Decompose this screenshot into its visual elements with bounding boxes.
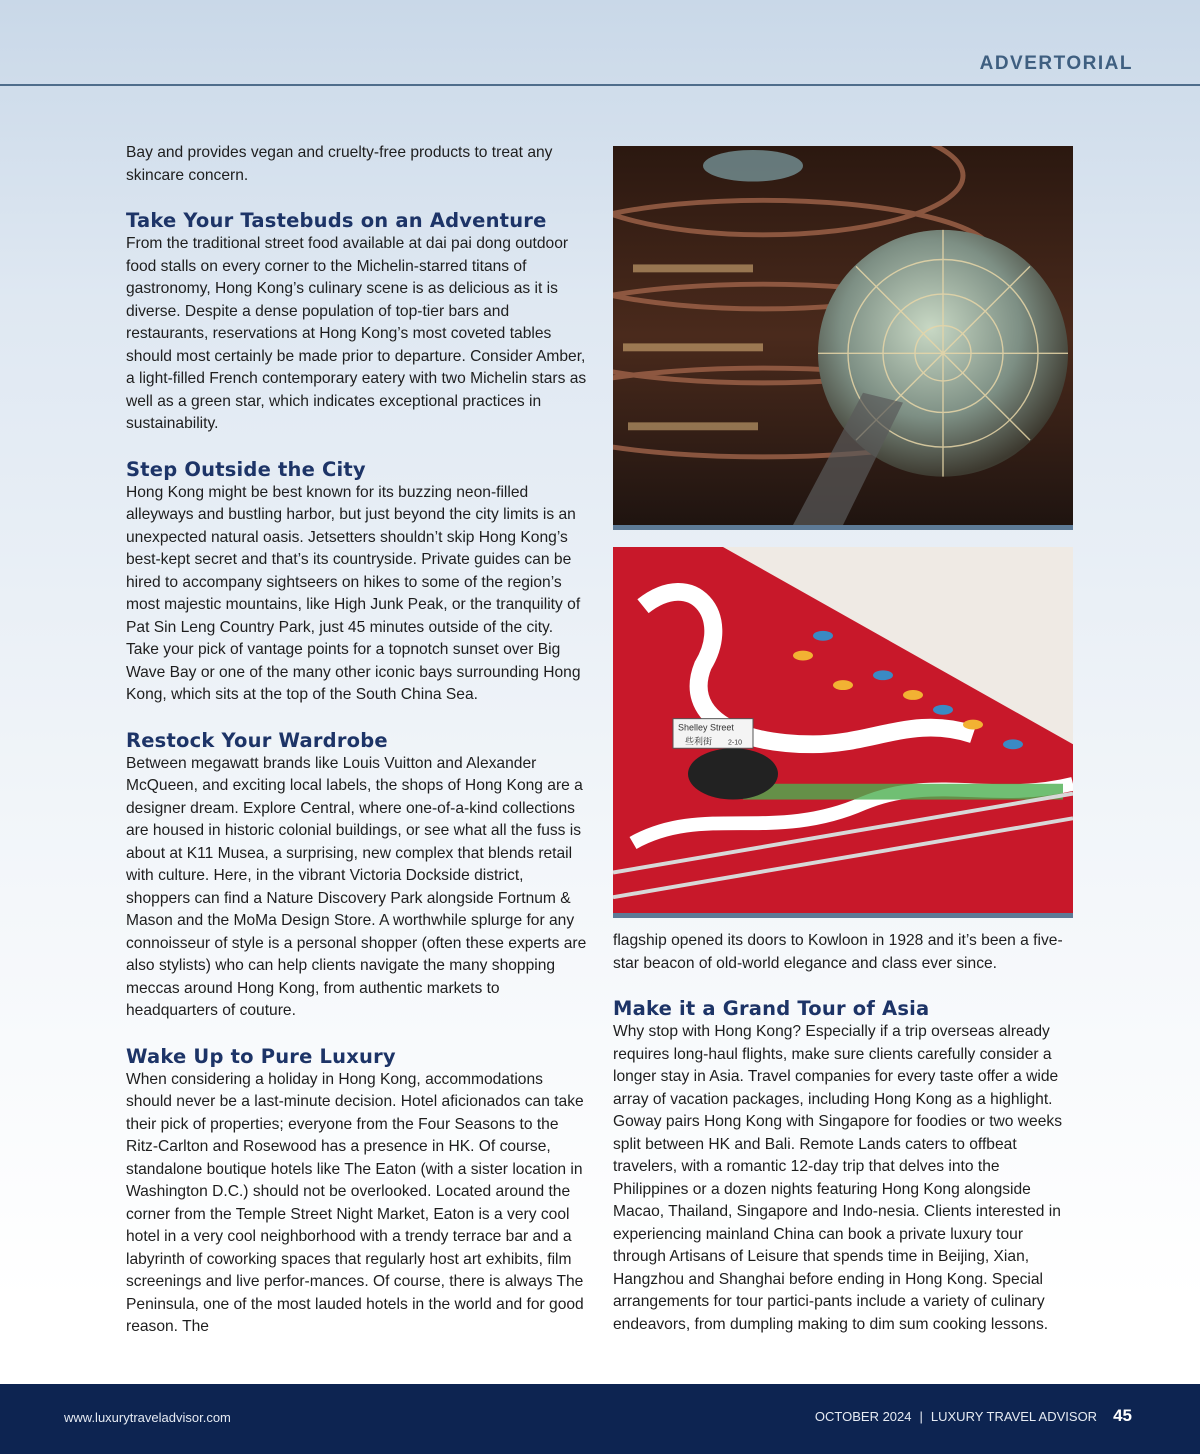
section-body-luxury: When considering a holiday in Hong Kong, accommodations should never be a last-minute decision. Hotel aficionados can take their pick of properties; everyone from the Four Seasons to the Ritz-Carlton and Rosewood has a presence in HK. Of course, standalone boutique hotels like The Eaton (with a sister location in Washington D.C.) should not be overlooked. Located around the corner from the Temple Street Night Market, Eaton is a very cool hotel in a very cool neighborhood with a trendy terrace bar and a labyrinth of coworking spaces that regularly host art exhibits, film screenings and live perfor-mances. Of course, there is always The Peninsula, one of the most lauded hotels in the world and for good reason. The bbox=[126, 1070, 584, 1335]
left-column bbox=[126, 142, 588, 1339]
intro-paragraph: Bay and provides vegan and cruelty-free products to treat any skincare concern. bbox=[126, 144, 553, 184]
section-body-outside-city: Hong Kong might be best known for its buzzing neon-filled alleyways and bustling harbor, but just beyond the city limits is an unexpected natural oasis. Jetsetters shouldn’t skip Hong Kong’s best-kept secret and that’s its countryside. Private guides can be hired to accompany sightseers on hikes to some of the region’s most majestic mountains, like High Junk Peak, or the tranquility of Pat Sin Leng Country Park, just 45 minutes outside of the city. Take your pick of vantage points for a topnotch sunset over Big Wave Bay or one of the many other iconic bays surrounding Hong Kong, which sits at the top of the South China Sea. bbox=[126, 483, 581, 703]
section-heading-wardrobe: Restock Your Wardrobe bbox=[126, 728, 388, 752]
footer-publication: LUXURY TRAVEL ADVISOR bbox=[930, 1409, 1098, 1424]
mural-sign-number: 2-10 bbox=[728, 739, 742, 747]
street-mural-photo bbox=[613, 547, 1073, 918]
mural-sign-chinese: 些利街 bbox=[685, 737, 712, 748]
section-heading-outside-city: Step Outside the City bbox=[126, 457, 366, 481]
advertorial-label: ADVERTORIAL bbox=[979, 53, 1133, 74]
section-heading-luxury: Wake Up to Pure Luxury bbox=[126, 1044, 396, 1068]
section-body-grand-tour: Why stop with Hong Kong? Especially if a trip overseas already requires long-haul flights, make sure clients carefully consider a longer stay in Asia. Travel companies for every taste offer a wide array of vacation packages, including Hong Kong as a highlight. Goway pairs Hong Kong with Singapore for foodies or two weeks split between HK and Bali. Remote Lands caters to offbeat travelers, with a romantic 12-day trip that delves into the Philippines or a dozen nights featuring Hong Kong alongside Macao, Thailand, Singapore and Indo-nesia. Clients interested in experiencing mainland China can book a private luxury tour through Artisans of Leisure that spends time in Beijing, Xian, Hangzhou and Shanghai before ending in Hong Kong. Special arrangements for tour partici-pants include a variety of culinary endeavors, from dumpling making to dim sum cooking lessons. bbox=[613, 1023, 1062, 1333]
footer-separator: | bbox=[919, 1409, 923, 1424]
footer-bar bbox=[0, 1384, 1200, 1454]
continued-paragraph: flagship opened its doors to Kowloon in 1928 and it’s been a five-star beacon of old-world elegance and class ever since. bbox=[613, 932, 1063, 972]
header-rule bbox=[0, 84, 1200, 86]
page-number: 45 bbox=[1113, 1406, 1132, 1425]
section-body-tastebuds: From the traditional street food available at dai pai dong outdoor food stalls on every corner to the Michelin-starred titans of gastronomy, Hong Kong’s culinary scene is as delicious as it is diverse. Despite a dense population of top-tier bars and restaurants, reservations at Hong Kong’s most coveted tables should most certainly be made prior to departure. Consider Amber, a light-filled French contemporary eatery with two Michelin stars as well as a green star, which indicates exceptional practices in sustainability. bbox=[126, 235, 587, 432]
mall-atrium-photo bbox=[613, 146, 1073, 530]
footer-issue-info bbox=[815, 1406, 1132, 1426]
section-body-wardrobe: Between megawatt brands like Louis Vuitton and Alexander McQueen, and exciting local labels, the shops of Hong Kong are a designer dream. Explore Central, where one-of-a-kind collections are housed in historic colonial buildings, or see what all the fuss is about at K11 Musea, a surprising, new complex that blends retail with culture. Here, in the vibrant Victoria Dockside district, shoppers can find a Nature Discovery Park alongside Fortnum & Mason and the MoMa Design Store. A worthwhile splurge for any connoisseur of style is a personal shopper (often these experts are also stylists) who can help clients navigate the many shopping meccas around Hong Kong, from authentic markets to headquarters of couture. bbox=[126, 754, 587, 1019]
right-column bbox=[613, 930, 1073, 1336]
footer-url[interactable]: www.luxurytraveladvisor.com bbox=[64, 1410, 231, 1425]
section-heading-grand-tour: Make it a Grand Tour of Asia bbox=[613, 997, 930, 1020]
section-heading-tastebuds: Take Your Tastebuds on an Adventure bbox=[126, 209, 547, 232]
mural-sign-text: Shelley Street bbox=[678, 722, 734, 733]
footer-issue-date: OCTOBER 2024 bbox=[814, 1409, 912, 1424]
